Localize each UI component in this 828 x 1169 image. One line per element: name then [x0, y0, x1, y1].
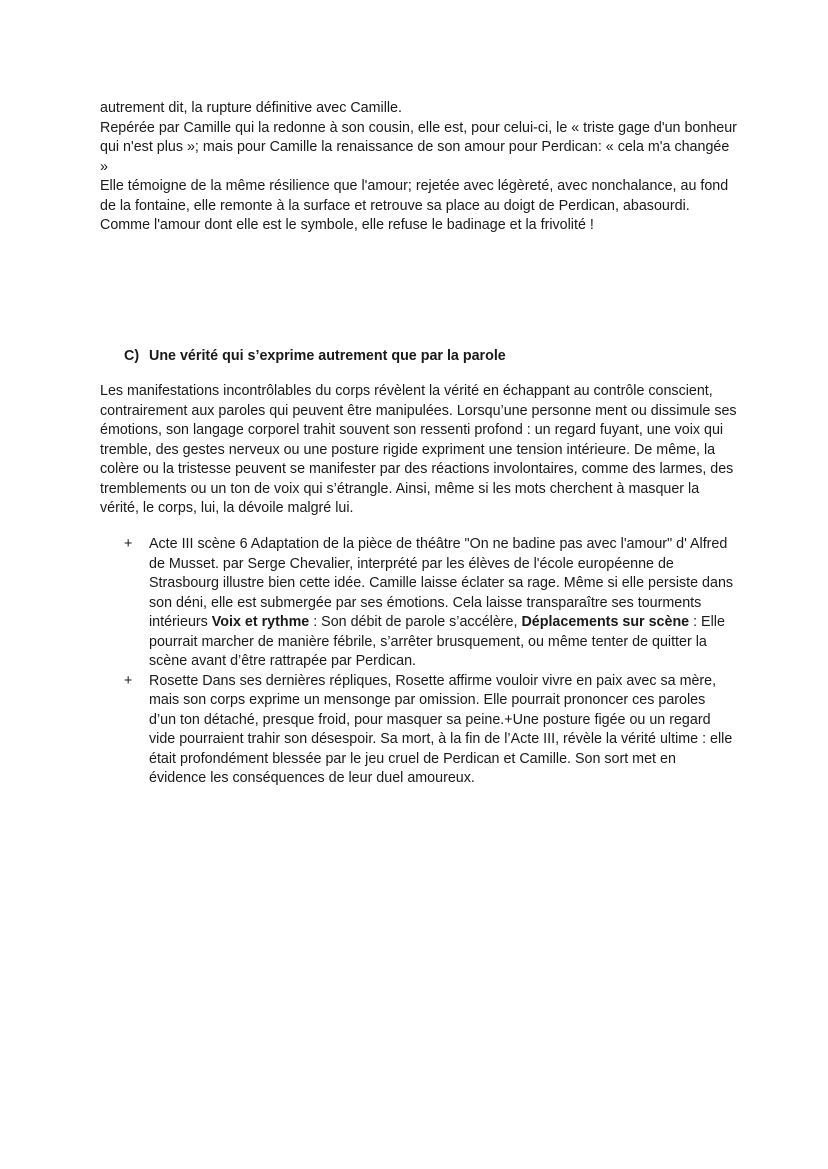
bullet-list: [124, 535, 734, 789]
bullet-bold-voix: Voix et rythme: [211, 614, 310, 630]
intro-paragraph: [100, 99, 740, 236]
bullet-text: Rosette Dans ses dernières répliques, Rosette affirme vouloir vivre en paix avec sa mère, mais son corps exprime un mensonge par omission. Elle pourrait prononcer ces paroles d’un ton détaché, presque froid, pour masquer sa peine.+Une posture figée ou un regard vide pourraient trahir son désespoir. Sa mort, à la fin de l’Acte III, révèle la vérité ultime : elle était profondément blessée par le jeu cruel de Perdican et Camille. Son sort met en évidence les conséquences de leur duel amoureux.: [149, 672, 733, 786]
intro-line: Repérée par Camille qui la redonne à son cousin, elle est, pour celui-ci, le « triste gage d'un bonheur qui n'est plus »; mais pour Camille la renaissance de son amour pour Perdican: « cela m'a changée »: [100, 119, 737, 175]
plus-bullet-icon: +: [124, 536, 133, 552]
bullet-text: : Son débit de parole s’accélère,: [309, 614, 522, 630]
section-letter: C): [124, 348, 140, 364]
bullet-text: : Elle pourrait marcher de manière fébrile, s’arrêter brusquement, ou même tenter de quitter la scène avant d’être rattrapée par Perdican.: [149, 614, 725, 669]
intro-line: Elle témoigne de la même résilience que l'amour; rejetée avec légèreté, avec nonchalance, au fond de la fontaine, elle remonte à la surface et retrouve sa place au doigt de Perdican, abasourdi.: [100, 178, 729, 214]
section-paragraph-text: Les manifestations incontrôlables du corps révèlent la vérité en échappant au contrôle conscient, contrairement aux paroles qui peuvent être manipulées. Lorsqu’une personne ment ou dissimule ses émotions, son langage corporel trahit souvent son ressenti profond : un regard fuyant, une voix qui tremble, des gestes nerveux ou une posture rigide expriment une tension intérieure. De même, la colère ou la tristesse peuvent se manifester par des réactions involontaires, comme des larmes, des tremblements ou un ton de voix qui s’étrangle. Ainsi, même si les mots cherchent à masquer la vérité, le corps, lui, la dévoile malgré lui.: [100, 383, 737, 516]
section-title: Une vérité qui s’exprime autrement que par la parole: [149, 348, 506, 364]
bullet-item-rosette: [124, 672, 734, 789]
bullet-bold-deplacements: Déplacements sur scène: [521, 614, 690, 630]
intro-line: Comme l'amour dont elle est le symbole, elle refuse le badinage et la frivolité !: [100, 217, 594, 233]
intro-line: autrement dit, la rupture définitive avec Camille.: [100, 100, 402, 116]
bullet-text: Acte III scène 6 Adaptation de la pièce de théâtre "On ne badine pas avec l'amour" d' Alfred de Musset. par Serge Chevalier, interprété par les élèves de l'école européenne de Strasbourg illustre bien cette idée. Camille laisse éclater sa rage. Même si elle persiste dans son déni, elle est submergée par ses émotions. Cela laisse transparaître ses tourments intérieurs: [149, 536, 734, 630]
section-heading: [124, 347, 506, 367]
section-paragraph: [100, 382, 740, 519]
bullet-item-acte-iii: [124, 535, 734, 672]
plus-bullet-icon: +: [124, 672, 133, 689]
